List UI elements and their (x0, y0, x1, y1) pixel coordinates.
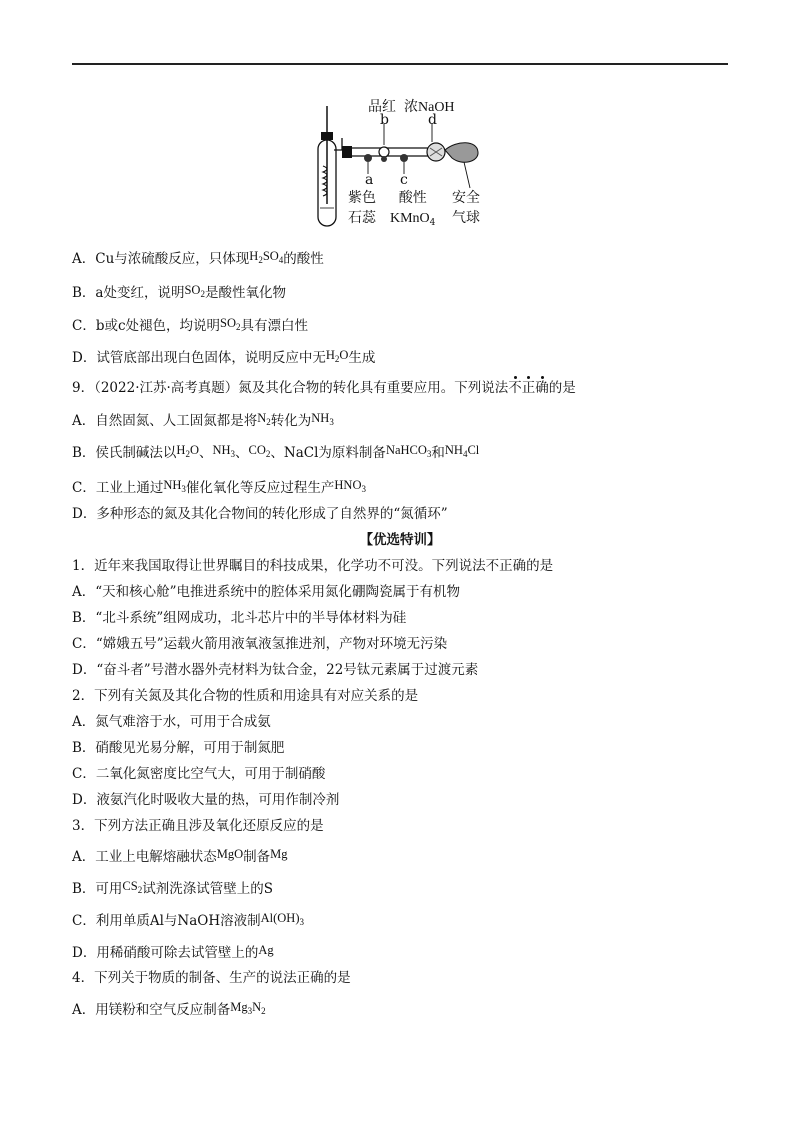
q8-option-a: A．Cu与浓硫酸反应，只体现$H_2SO_4$的酸性 (72, 249, 324, 267)
q8-option-c: C．b或c处褪色，均说明$SO_2$具有漂白性 (72, 316, 309, 334)
figure-letter-d: d (428, 112, 437, 128)
figure-letter-b: b (380, 112, 389, 128)
p3-option-d: D．用稀硝酸可除去试管壁上的Ag (72, 943, 274, 961)
q9-stem: 9．（2022·江苏·高考真题）氮及其化合物的转化具有重要应用。下列说法不正确的是 (72, 380, 576, 396)
p1-stem: 1．近年来我国取得让世界瞩目的科技成果，化学功不可没。下列说法不正确的是 (72, 558, 554, 574)
q8-option-d: D．试管底部出现白色固体，说明反应中无$H_2O$生成 (72, 348, 376, 366)
figure-label-balloon: 安全 气球 (452, 190, 480, 226)
section-title: 【优选特训】 (359, 532, 441, 548)
q9-option-a: A．自然固氮、人工固氮都是将$N_2$转化为$NH_3$ (72, 411, 334, 429)
p1-option-b: B．“北斗系统”组网成功，北斗芯片中的半导体材料为硅 (72, 610, 407, 626)
p4-option-a: A．用镁粉和空气反应制备$Mg_3N_2$ (72, 1000, 266, 1018)
p2-option-d: D．液氨汽化时吸收大量的热，可用作制冷剂 (72, 792, 340, 808)
figure-letter-a: a (365, 172, 374, 188)
figure-label-kmno4: 酸性 KMnO$_4$ (390, 190, 436, 228)
p2-option-c: C．二氧化氮密度比空气大，可用于制硝酸 (72, 766, 326, 782)
p1-option-c: C．“嫦娥五号”运载火箭用液氧液氢推进剂，产物对环境无污染 (72, 636, 448, 652)
p3-option-c: C．利用单质Al与NaOH溶液制$Al(OH)_3$ (72, 911, 304, 929)
stopper (321, 132, 333, 140)
p2-stem: 2．下列有关氮及其化合物的性质和用途具有对应关系的是 (72, 688, 419, 704)
p3-stem: 3．下列方法正确且涉及氧化还原反应的是 (72, 818, 324, 834)
copper-coil (323, 166, 327, 196)
q9-option-b: B．侯氏制碱法以$H_2O$、$NH_3$、$CO_2$、NaCl为原料制备NaHCO$_3$和$NH_4Cl$ (72, 443, 480, 461)
p4-stem: 4．下列关于物质的制备、生产的说法正确的是 (72, 970, 351, 986)
safety-balloon (445, 143, 478, 163)
cotton-a (364, 154, 372, 162)
figure-label-purple: 紫色 石蕊 (348, 190, 376, 226)
header-rule (72, 63, 728, 65)
figure-label-pinhong: 品红 (368, 99, 396, 115)
q9-option-d: D．多种形态的氮及其化合物间的转化形成了自然界的“氮循环” (72, 506, 448, 522)
cotton-c (400, 154, 408, 162)
cotton-b (379, 147, 389, 157)
figure-label-naoh: 浓NaOH (404, 100, 455, 115)
q8-option-b: B．a处变红，说明$SO_2$是酸性氧化物 (72, 283, 286, 301)
p3-option-b: B．可用$CS_2$试剂洗涤试管壁上的S (72, 879, 273, 897)
p1-option-a: A．“天和核心舱”电推进系统中的腔体采用氮化硼陶瓷属于有机物 (72, 584, 461, 600)
tube-connector (342, 146, 352, 158)
p2-option-b: B．硝酸见光易分解，可用于制氮肥 (72, 740, 285, 756)
p1-option-d: D．“奋斗者”号潜水器外壳材料为钛合金，22号钛元素属于过渡元素 (72, 662, 479, 678)
q9-option-c: C．工业上通过$NH_3$催化氧化等反应过程生产$HNO_3$ (72, 478, 366, 496)
p2-option-a: A．氮气难溶于水，可用于合成氨 (72, 714, 271, 730)
p3-option-a: A．工业上电解熔融状态MgO制备Mg (72, 847, 288, 865)
figure-letter-c: c (400, 172, 408, 188)
